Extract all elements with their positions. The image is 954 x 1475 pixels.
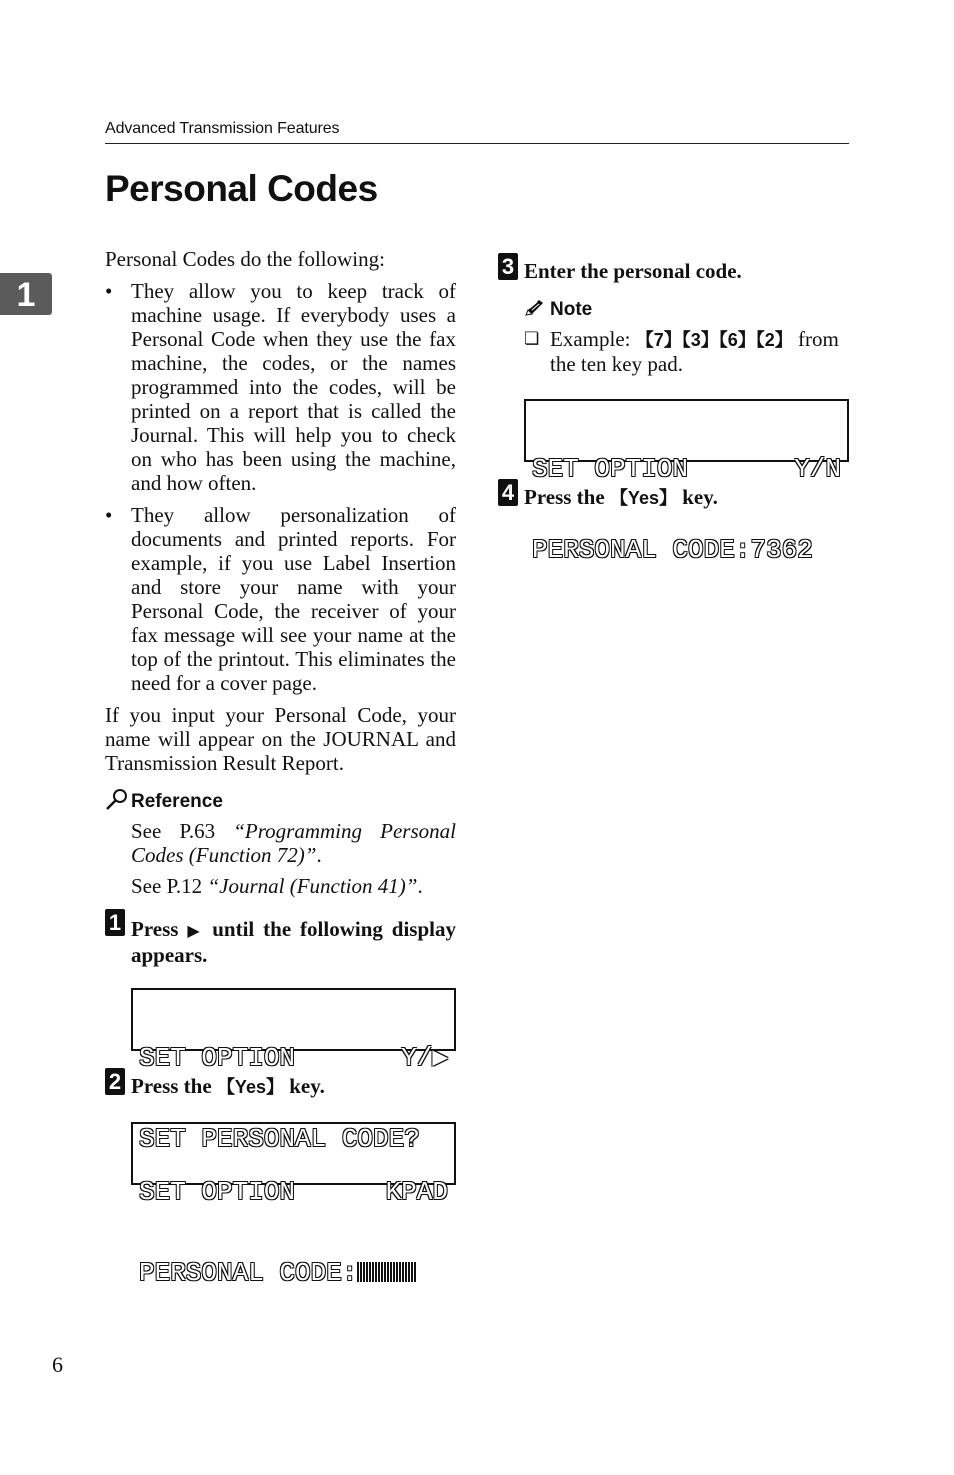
lcd-block-char bbox=[387, 1262, 401, 1282]
list-item-text: They allow personalization of documents and printed reports. For example, if you use Label Insertion and store your name with your Personal Code, the receiver of your fax message will see your name at the top of the printout. This eliminates the need for a cover page. bbox=[131, 503, 456, 695]
step-number: 3 bbox=[498, 253, 518, 280]
arrow-right-icon: ▶ bbox=[187, 921, 204, 940]
lcd-line1-left: SET OPTION bbox=[139, 1043, 296, 1073]
step-instruction: Enter the personal code. bbox=[524, 259, 742, 283]
page-title: Personal Codes bbox=[105, 168, 378, 209]
lcd-line1-left: SET OPTION bbox=[139, 1177, 296, 1207]
reference-link[interactable]: “Journal (Function 41)” bbox=[207, 874, 418, 898]
step-number: 4 bbox=[498, 479, 518, 506]
reference-prefix: See P.12 bbox=[131, 874, 208, 898]
note-text: from the ten key pad. bbox=[550, 327, 839, 376]
lcd-cursor-blocks bbox=[357, 1258, 417, 1288]
note-item bbox=[524, 327, 849, 376]
pencil-icon bbox=[524, 298, 546, 318]
list-item bbox=[105, 279, 456, 495]
reference-suffix: . bbox=[417, 874, 423, 898]
keypad-keys: 【7】【3】【6】【2】 bbox=[635, 330, 793, 350]
step-text: Press the bbox=[131, 1074, 217, 1098]
step-instruction bbox=[131, 1074, 325, 1099]
step-text: key. bbox=[676, 485, 718, 509]
yes-key-label: 【Yes】 bbox=[609, 488, 677, 508]
lcd-line1-left: SET OPTION bbox=[532, 454, 689, 484]
reference-heading-label: Reference bbox=[131, 791, 223, 812]
lcd-line2: PERSONAL CODE: bbox=[139, 1258, 358, 1288]
step-text: key. bbox=[283, 1074, 325, 1098]
lcd-line1-right: Y/N bbox=[794, 454, 841, 484]
lcd-block-char bbox=[402, 1262, 416, 1282]
step-instruction bbox=[131, 917, 456, 967]
lcd-display bbox=[131, 1122, 456, 1288]
step-text: until the following display appears. bbox=[131, 917, 456, 967]
list-item bbox=[105, 503, 456, 695]
lcd-line2: SET PERSONAL CODE? bbox=[139, 1124, 420, 1154]
header-rule bbox=[105, 143, 849, 144]
list-item-text: They allow you to keep track of machine usage. If everybody uses a Personal Code when they use the fax machine, the codes, or the names programmed into the codes, will be printed on a report that is called the Journal. This will help you to check on who has been using the machine, and how often. bbox=[131, 279, 456, 495]
lcd-line2: PERSONAL CODE:7362 bbox=[532, 535, 813, 565]
yes-key-label: 【Yes】 bbox=[216, 1077, 284, 1097]
intro-paragraph: Personal Codes do the following: bbox=[105, 247, 385, 271]
note-heading bbox=[524, 298, 592, 321]
reference-prefix: See P.63 bbox=[131, 819, 234, 843]
reference-suffix: . bbox=[316, 843, 322, 867]
reference-heading bbox=[105, 788, 223, 813]
note-heading-label: Note bbox=[550, 299, 593, 320]
step-text: Press bbox=[131, 917, 188, 941]
outro-paragraph: If you input your Personal Code, your name will appear on the JOURNAL and Transmission Result Report. bbox=[105, 703, 456, 775]
lcd-block-char bbox=[357, 1262, 371, 1282]
reference-item bbox=[131, 819, 456, 867]
step-text: Press the bbox=[524, 485, 610, 509]
page-number: 6 bbox=[52, 1352, 63, 1377]
bullet-dot: • bbox=[105, 503, 113, 527]
bullet-dot: • bbox=[105, 279, 113, 303]
note-text: Example: bbox=[550, 327, 636, 351]
chapter-tab: 1 bbox=[0, 273, 52, 315]
running-header: Advanced Transmission Features bbox=[105, 120, 340, 137]
magnifier-icon bbox=[105, 788, 129, 810]
lcd-block-char bbox=[372, 1262, 386, 1282]
reference-item bbox=[131, 874, 456, 898]
lcd-line1-right: KPAD bbox=[385, 1177, 448, 1207]
lcd-line1-right: Y/▶ bbox=[401, 1043, 448, 1073]
step-instruction bbox=[524, 485, 718, 510]
checkbox-icon: ❏ bbox=[524, 329, 540, 349]
step-number: 1 bbox=[105, 909, 125, 936]
step-number: 2 bbox=[105, 1068, 125, 1095]
reference-link[interactable]: “Programming Personal Codes (Function 72)” bbox=[131, 819, 456, 867]
